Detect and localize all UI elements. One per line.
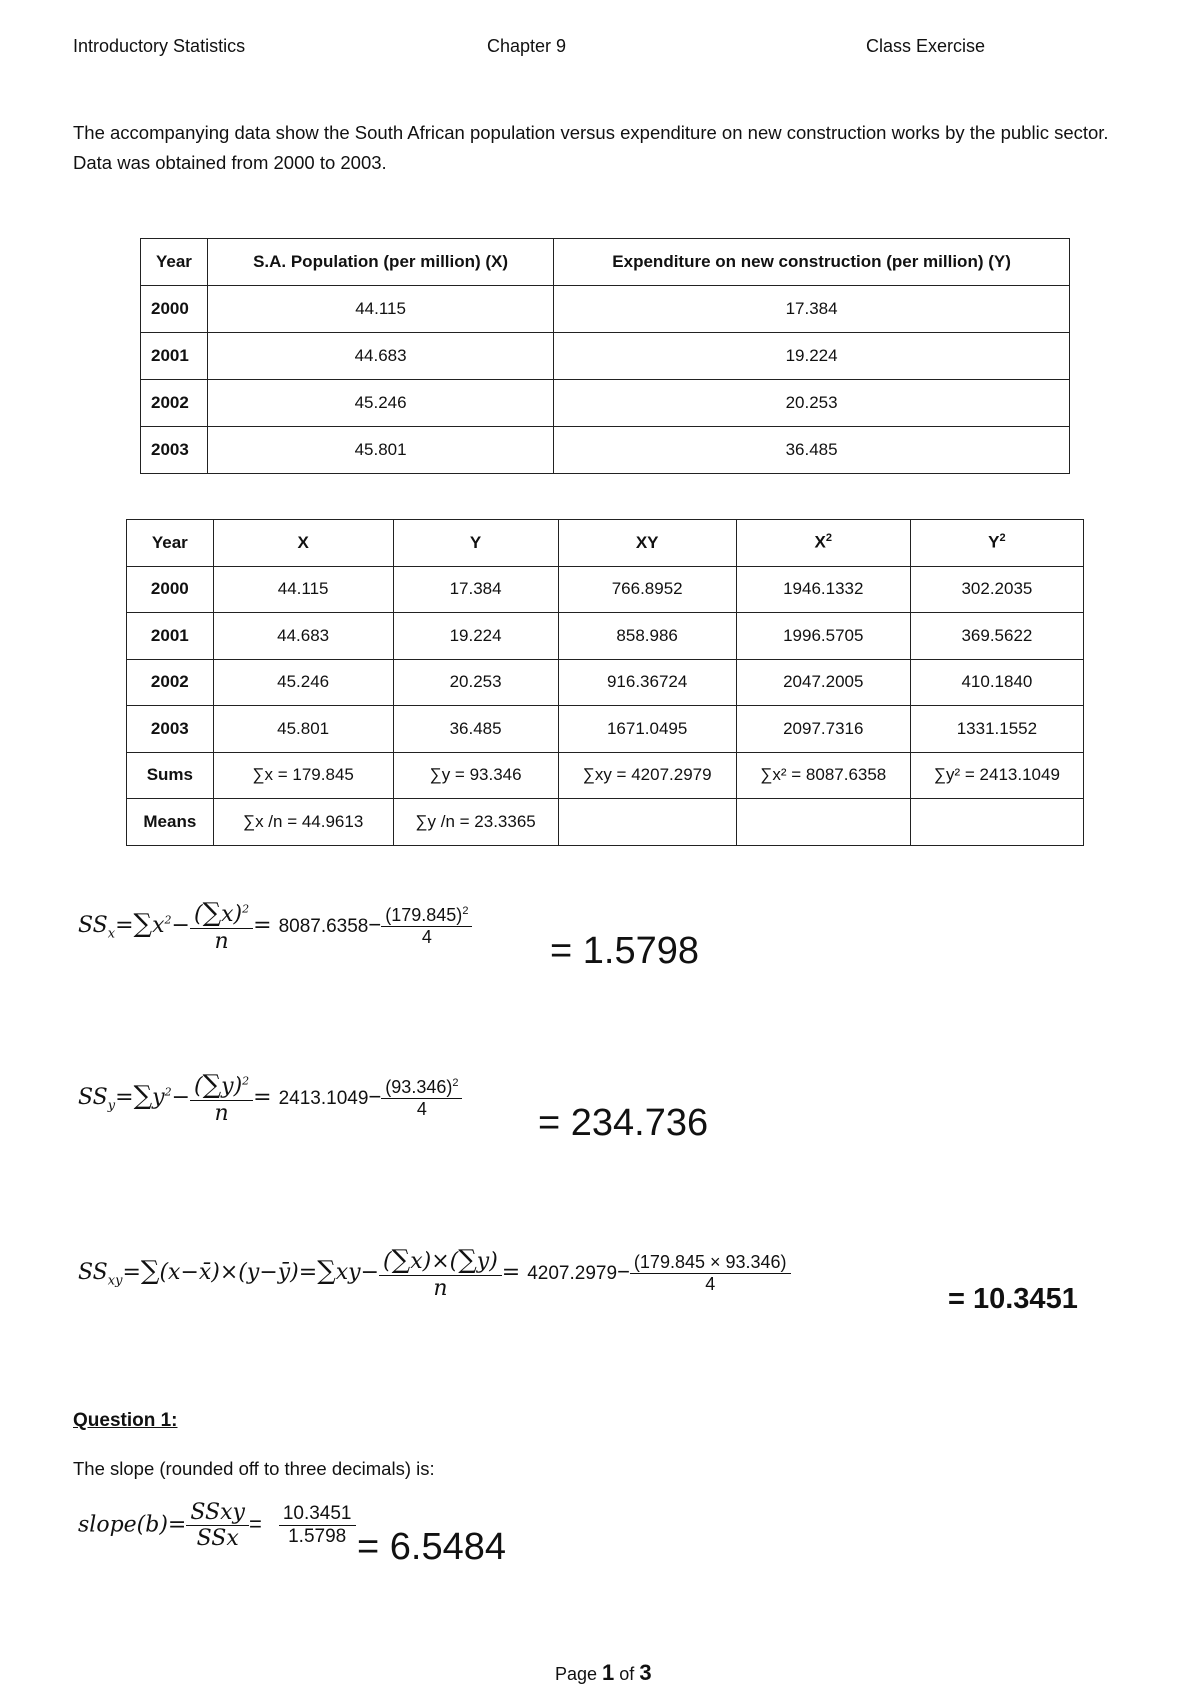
table-cell: ∑y² = 2413.1049 <box>910 752 1083 799</box>
ssxy-denominator: 4 <box>705 1273 716 1294</box>
slope-numerator: 10.3451 <box>279 1503 356 1526</box>
row-label: Sums <box>127 752 214 799</box>
table-cell: 20.253 <box>554 380 1070 427</box>
table-cell: 44.683 <box>207 333 553 380</box>
table-header-cell <box>910 520 1083 567</box>
superscript: 2 <box>999 532 1006 545</box>
question-title: Question 1: <box>73 1410 178 1431</box>
year-cell: 2000 <box>127 566 214 613</box>
ssy-formula: $SS_y=\sum y^2-$ $\frac{(\sum y)^2}{n}$ = 2413.1049− $\frac{(93.346)^2}{4}$ <box>78 1070 462 1126</box>
table-row <box>127 706 1084 753</box>
header-course: Introductory Statistics <box>73 36 246 56</box>
table-cell: 410.1840 <box>910 659 1083 706</box>
ssy-result: = 234.736 <box>538 1102 709 1144</box>
slope-denominator: 1.5798 <box>288 1526 347 1547</box>
ssx-numerator: (179.845) <box>385 904 463 925</box>
question-text: The slope (rounded off to three decimals) is: <box>73 1458 435 1479</box>
table-header-cell <box>736 520 910 567</box>
table-cell: 45.246 <box>207 380 553 427</box>
table-header-cell: Y <box>393 520 558 567</box>
table-cell: 19.224 <box>393 613 558 660</box>
table-header-cell: S.A. Population (per million) (X) <box>207 239 553 286</box>
footer-mid: of <box>614 1664 640 1684</box>
table-row <box>127 659 1084 706</box>
means-row <box>127 799 1084 846</box>
footer-prefix: Page <box>555 1664 603 1684</box>
table-cell: 44.115 <box>207 286 553 333</box>
header-chapter: Chapter 9 <box>487 36 567 56</box>
table-cell: 45.801 <box>213 706 393 753</box>
table-cell: 36.485 <box>393 706 558 753</box>
year-cell: 2000 <box>141 286 208 333</box>
table-header-cell: Expenditure on new construction (per million) (Y) <box>554 239 1070 286</box>
year-cell: 2002 <box>141 380 208 427</box>
header-label: X <box>814 533 826 553</box>
header-label: Y <box>988 533 1000 553</box>
table-row <box>127 566 1084 613</box>
table-cell: 45.246 <box>213 659 393 706</box>
table-cell: 17.384 <box>393 566 558 613</box>
ssx-result: = 1.5798 <box>550 930 699 972</box>
table-header-cell: XY <box>558 520 736 567</box>
table-cell: 45.801 <box>207 427 553 474</box>
table-cell: 1996.5705 <box>736 613 910 660</box>
table-row <box>127 613 1084 660</box>
table-cell: 302.2035 <box>910 566 1083 613</box>
table-cell: ∑xy = 4207.2979 <box>558 752 736 799</box>
table-cell: 44.683 <box>213 613 393 660</box>
table-cell: 17.384 <box>554 286 1070 333</box>
table-cell: 858.986 <box>558 613 736 660</box>
table-cell: 766.8952 <box>558 566 736 613</box>
ssxy-formula: $SS_{xy}=\sum(x-x̄)\times(y-ȳ)=\sum xy-$ $\frac{(\sum x)\times(\sum y)}{n}$ = 4207.2979− $\frac{(179.845 \times 93.346)}{4}$ <box>78 1245 791 1301</box>
ssx-formula: $SS_x=\sum x^2-$ $\frac{(\sum x)^2}{n}$ = 8087.6358− $\frac{(179.845)^2}{4}$ <box>78 898 472 954</box>
table-cell: 20.253 <box>393 659 558 706</box>
table-cell <box>736 799 910 846</box>
table-cell: 36.485 <box>554 427 1070 474</box>
table-cell: 916.36724 <box>558 659 736 706</box>
ssy-numerator: (93.346) <box>385 1076 453 1097</box>
table-cell: ∑x² = 8087.6358 <box>736 752 910 799</box>
year-cell: 2003 <box>127 706 214 753</box>
table-header-cell: Year <box>127 520 214 567</box>
slope-formula: slope(b)= $\frac{\text{SSxy}}{\text{SSx}}$ = $\frac{10.3451}{1.5798}$ <box>78 1500 356 1551</box>
table-cell: 1671.0495 <box>558 706 736 753</box>
table-cell: ∑x /n = 44.9613 <box>213 799 393 846</box>
sums-row <box>127 752 1084 799</box>
data-table <box>140 238 1070 474</box>
year-cell: 2002 <box>127 659 214 706</box>
ssxy-value: 4207.2979 <box>527 1263 618 1284</box>
table-cell: 369.5622 <box>910 613 1083 660</box>
table-cell: ∑y /n = 23.3365 <box>393 799 558 846</box>
table-cell: 2047.2005 <box>736 659 910 706</box>
ssxy-result: = 10.3451 <box>948 1283 1078 1315</box>
year-cell: 2003 <box>141 427 208 474</box>
row-label: Means <box>127 799 214 846</box>
ssx-value: 8087.6358 <box>278 916 369 937</box>
table-header-cell: Year <box>141 239 208 286</box>
table-cell: ∑x = 179.845 <box>213 752 393 799</box>
ssx-denominator: 4 <box>421 926 432 947</box>
ssy-value: 2413.1049 <box>278 1088 369 1109</box>
footer-total: 3 <box>639 1660 652 1685</box>
slope-result: = 6.5484 <box>357 1526 506 1568</box>
computation-table <box>126 519 1084 846</box>
table-row <box>141 380 1070 427</box>
table-header-cell: X <box>213 520 393 567</box>
superscript: 2 <box>825 532 832 545</box>
table-cell: 19.224 <box>554 333 1070 380</box>
ssy-denominator: 4 <box>416 1098 427 1119</box>
table-row <box>141 427 1070 474</box>
year-cell: 2001 <box>127 613 214 660</box>
table-cell: ∑y = 93.346 <box>393 752 558 799</box>
table-row <box>141 286 1070 333</box>
table-row <box>141 333 1070 380</box>
footer-page: 1 <box>602 1660 615 1685</box>
table-cell: 2097.7316 <box>736 706 910 753</box>
header-type: Class Exercise <box>866 36 986 56</box>
table-cell: 44.115 <box>213 566 393 613</box>
table-cell <box>910 799 1083 846</box>
table-cell: 1946.1332 <box>736 566 910 613</box>
table-cell <box>558 799 736 846</box>
table-header-row <box>127 520 1084 567</box>
table-cell: 1331.1552 <box>910 706 1083 753</box>
year-cell: 2001 <box>141 333 208 380</box>
page-number <box>555 1660 652 1686</box>
ssxy-numerator: (179.845 × 93.346) <box>630 1252 791 1274</box>
table-header-row <box>141 239 1070 286</box>
intro-paragraph: The accompanying data show the South African population versus expenditure on new construction works by the public sector. Data was obtained from 2000 to 2003. <box>73 122 1109 173</box>
